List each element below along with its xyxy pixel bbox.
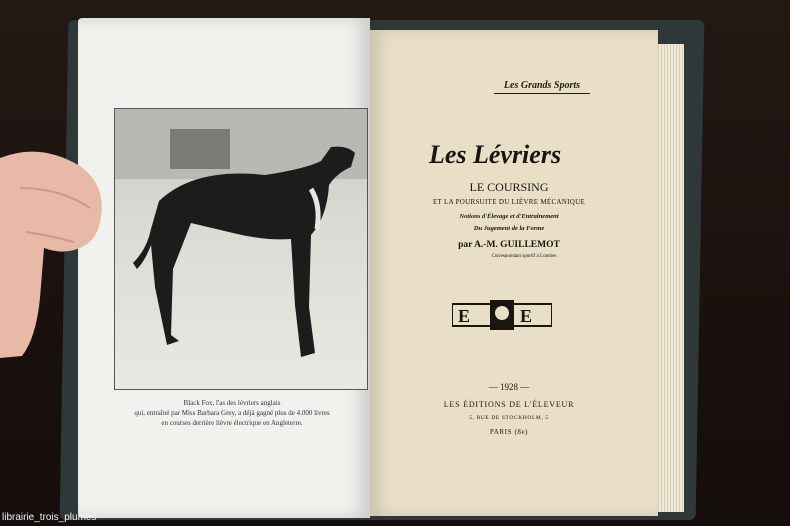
publisher-city: PARIS (8e): [489, 428, 529, 436]
series-title: Les Grands Sports: [494, 80, 590, 94]
logo-letter-left: E: [458, 306, 471, 326]
publication-year: — 1928 —: [488, 382, 530, 392]
book-subtitle: LE COURSING: [469, 180, 549, 194]
caption-line: qui, entraîné par Miss Barbara Grey, a déjà gagné plus de 4.000 livres: [134, 409, 330, 417]
logo-letter-right: E: [520, 306, 533, 326]
bench-shape: [170, 129, 230, 169]
publisher-name: LES ÉDITIONS DE L'ÉLEVEUR: [443, 400, 575, 409]
publisher-address: 5, RUE DE STOCKHOLM, 5: [469, 415, 549, 421]
topic-line: Notions d'Élevage et d'Entraînement: [459, 213, 559, 220]
photo-caption: [96, 398, 368, 428]
hand-holding-page: [0, 148, 108, 358]
author: par A.-M. GUILLEMOT: [458, 240, 560, 250]
greyhound-illustration: [115, 109, 367, 389]
dog-silhouette: [133, 147, 355, 357]
greyhound-photo: [114, 108, 368, 390]
caption-line: Black Fox, l'as des lévriers anglais: [183, 399, 281, 407]
book-title: Les Lévriers: [428, 140, 562, 169]
subtitle-line: ET LA POURSUITE DU LIÈVRE MÉCANIQUE: [432, 198, 586, 206]
topic-line: Du Jugement de la Forme: [473, 225, 545, 232]
caption-line: en courses derrière lièvre électrique en Angleterre.: [161, 419, 303, 427]
publisher-logo-icon: [452, 300, 552, 330]
right-page: [370, 30, 658, 516]
author-note: Correspondant sportif à Londres: [491, 254, 557, 259]
watermark: librairie_trois_plumes: [2, 512, 97, 523]
page-edges: [656, 44, 684, 512]
